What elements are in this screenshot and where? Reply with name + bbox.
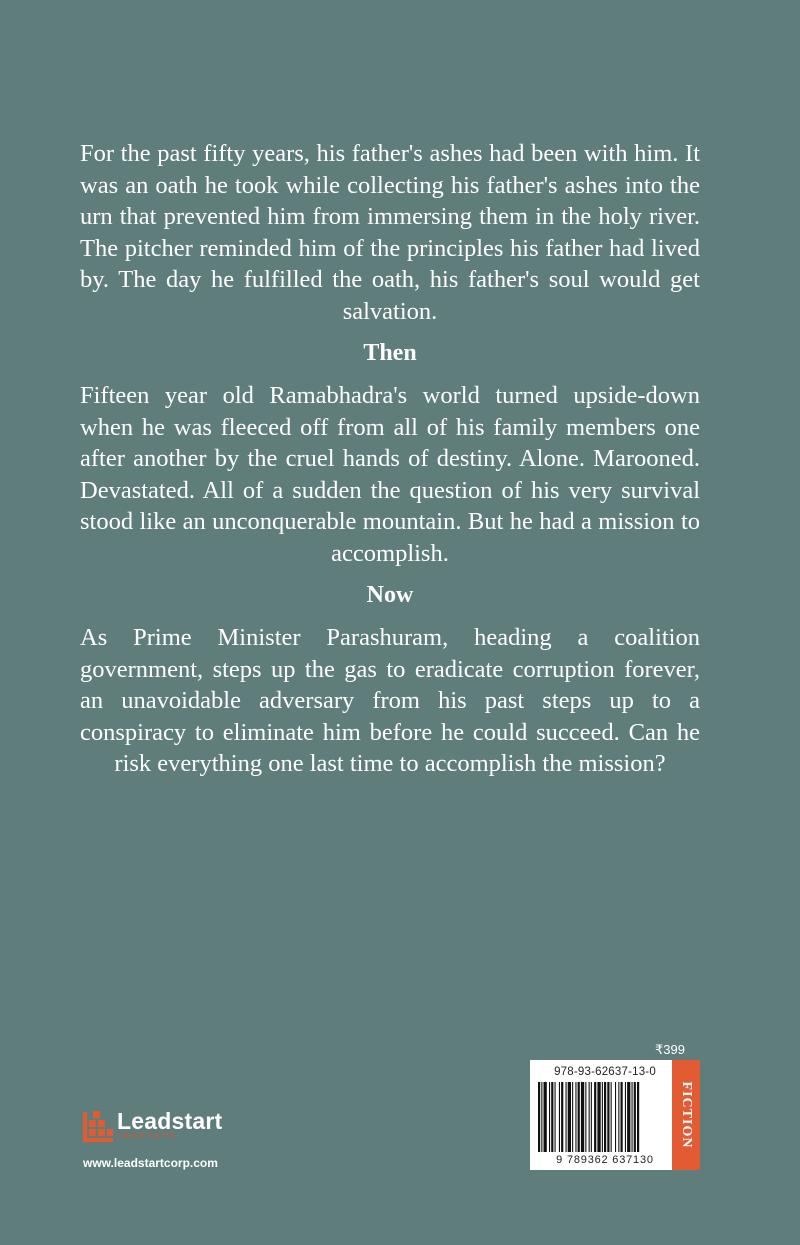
barcode-bar xyxy=(585,1082,586,1152)
barcode-bar xyxy=(551,1082,553,1152)
barcode-bar xyxy=(627,1082,630,1152)
publisher-imprint: INKSTATE xyxy=(119,1132,177,1140)
back-cover-blurb xyxy=(80,138,700,780)
barcode-bar xyxy=(538,1082,540,1152)
barcode-bar xyxy=(549,1082,550,1152)
barcode-bar xyxy=(607,1082,609,1152)
publisher-name: Leadstart xyxy=(117,1107,223,1134)
barcode-bar xyxy=(581,1082,584,1152)
barcode-bar xyxy=(637,1082,639,1152)
barcode-bar xyxy=(632,1082,633,1152)
isbn-number: 978-93-62637-13-0 xyxy=(554,1066,656,1078)
barcode-bar xyxy=(611,1082,612,1152)
intro-paragraph: For the past fifty years, his father's ashes had been with him. It was an oath he took while collecting his father's ashes into the urn that prevented him from immersing them in the holy river. The pitcher reminded him of the principles his father had lived by. The day he fulfilled the oath, his father's soul would get salvation. xyxy=(80,140,700,325)
barcode-bar xyxy=(568,1082,571,1152)
publisher-block xyxy=(83,1108,222,1170)
barcode-bars xyxy=(538,1082,672,1152)
barcode-bar xyxy=(618,1082,619,1152)
isbn-barcode xyxy=(530,1060,680,1170)
ean-digits: 9 789362 637130 xyxy=(556,1154,654,1166)
barcode-bar xyxy=(597,1082,600,1152)
barcode-bar xyxy=(634,1082,636,1152)
barcode-bar xyxy=(591,1082,592,1152)
now-heading: Now xyxy=(366,582,414,608)
then-heading: Then xyxy=(363,340,417,366)
barcode-bar xyxy=(555,1082,556,1152)
barcode-bar xyxy=(604,1082,606,1152)
then-paragraph: Fifteen year old Ramabhadra's world turned upside-down when he was fleeced off from all of his family members one after another by the cruel hands of destiny. Alone. Marooned. Devastated. All of a sudden the question of his very survival stood like an unconquerable mountain. But he had a mission to accomplish. xyxy=(80,382,700,567)
building-blocks-icon xyxy=(83,1108,113,1142)
barcode-bar xyxy=(615,1082,616,1152)
genre-tag xyxy=(672,1060,700,1170)
barcode-bar xyxy=(621,1082,623,1152)
barcode-bar xyxy=(625,1082,626,1152)
barcode-bar xyxy=(602,1082,603,1152)
barcode-bar xyxy=(541,1082,542,1152)
barcode-bar xyxy=(594,1082,596,1152)
barcode-bar xyxy=(544,1082,547,1152)
barcode-bar xyxy=(561,1082,563,1152)
now-paragraph: As Prime Minister Parashuram, heading a coalition government, steps up the gas to eradicate corruption forever, an unavoidable adversary from his past steps up to a conspiracy to eliminate him before he could succeed. Can he risk everything one last time to accomplish the mission? xyxy=(80,624,700,777)
genre-label: FICTION xyxy=(679,1081,694,1149)
barcode-bar xyxy=(572,1082,573,1152)
publisher-logo xyxy=(83,1108,222,1142)
price-label: ₹399 xyxy=(655,1042,685,1057)
barcode-bar xyxy=(566,1082,567,1152)
barcode-bar xyxy=(575,1082,576,1152)
barcode-bar xyxy=(559,1082,560,1152)
barcode-bar xyxy=(589,1082,590,1152)
barcode-bar xyxy=(578,1082,580,1152)
publisher-website: www.leadstartcorp.com xyxy=(83,1156,218,1170)
